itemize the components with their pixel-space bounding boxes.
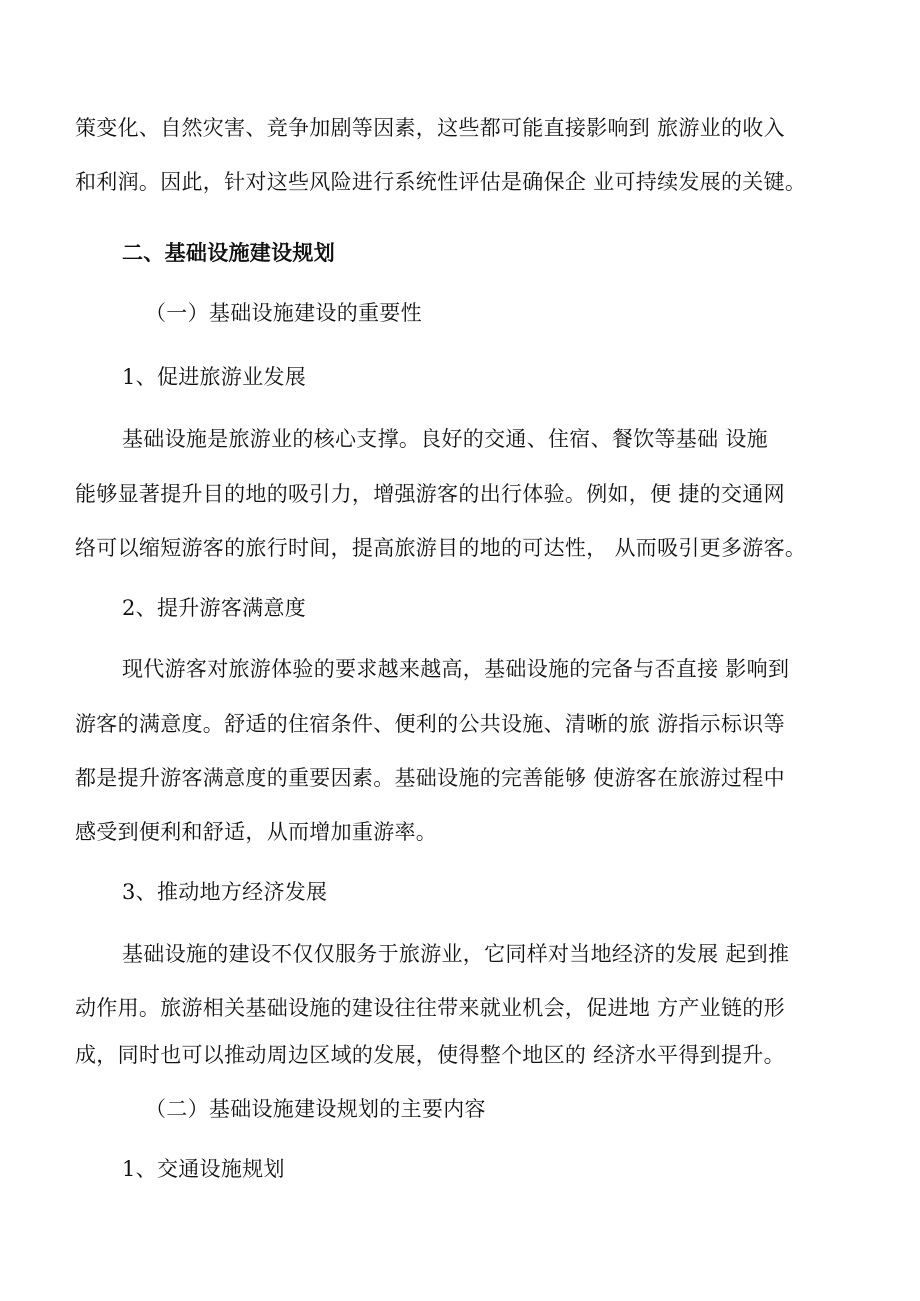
item-1-line-1: 基础设施是旅游业的核心支撑。良好的交通、住宿、餐饮等基础 设施: [122, 427, 768, 451]
item-heading-3: 3、推动地方经济发展: [122, 880, 328, 904]
item-heading-2: 2、提升游客满意度: [122, 596, 307, 620]
item-1-line-3: 络可以缩短游客的旅行时间，提高旅游目的地的可达性， 从而吸引更多游客。: [75, 536, 807, 560]
item-2-line-4: 感受到便利和舒适，从而增加重游率。: [75, 820, 438, 844]
item-1-line-2: 能够显著提升目的地的吸引力，增强游客的出行体验。例如，便 捷的交通网: [75, 482, 785, 506]
item-2-line-2: 游客的满意度。舒适的住宿条件、便利的公共设施、清晰的旅 游指示标识等: [75, 712, 785, 736]
item-heading-1: 1、促进旅游业发展: [122, 365, 307, 389]
section-heading: 二、基础设施建设规划: [122, 240, 335, 265]
item-2-line-1: 现代游客对旅游体验的要求越来越高，基础设施的完备与否直接 影响到: [122, 657, 790, 681]
subsection-heading-1: （一）基础设施建设的重要性: [145, 301, 422, 325]
item-3-line-1: 基础设施的建设不仅仅服务于旅游业，它同样对当地经济的发展 起到推: [122, 942, 790, 966]
intro-line-1: 策变化、自然灾害、竞争加剧等因素，这些都可能直接影响到 旅游业的收入: [75, 116, 785, 140]
item-heading-2-1: 1、交通设施规划: [122, 1157, 285, 1181]
item-2-line-3: 都是提升游客满意度的重要因素。基础设施的完善能够 使游客在旅游过程中: [75, 766, 785, 790]
intro-line-2: 和利润。因此，针对这些风险进行系统性评估是确保企 业可持续发展的关键。: [75, 170, 807, 194]
item-3-line-3: 成，同时也可以推动周边区域的发展，使得整个地区的 经济水平得到提升。: [75, 1043, 785, 1067]
subsection-heading-2: （二）基础设施建设规划的主要内容: [145, 1097, 486, 1121]
item-3-line-2: 动作用。旅游相关基础设施的建设往往带来就业机会，促进地 方产业链的形: [75, 996, 785, 1020]
